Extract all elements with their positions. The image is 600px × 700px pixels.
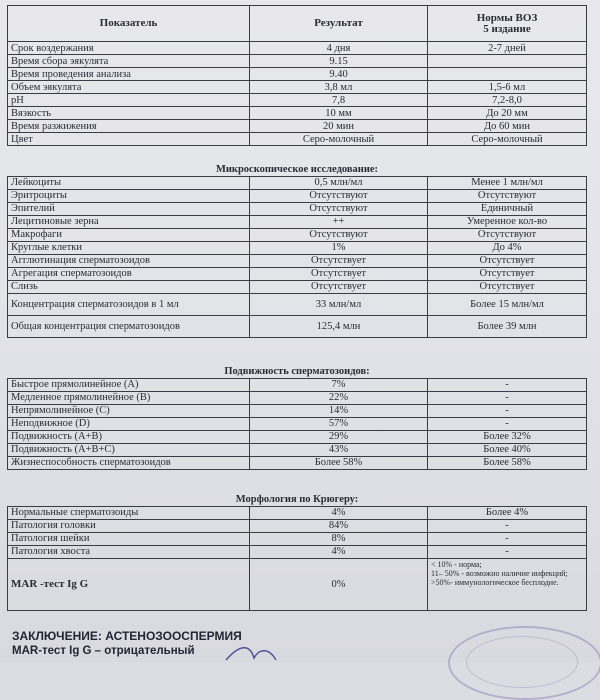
param-result: 7% <box>250 378 428 391</box>
param-norm: Менее 1 млн/мл <box>428 176 587 189</box>
conclusion-line-2: MAR-тест Ig G – отрицательный <box>12 645 195 657</box>
motility-section-title: Подвижность сперматозоидов: <box>8 362 587 378</box>
table-row <box>8 430 587 443</box>
table-row <box>8 443 587 456</box>
param-result: 14% <box>250 404 428 417</box>
table-row <box>8 315 587 337</box>
table-row <box>8 120 587 133</box>
conclusion-line-1: ЗАКЛЮЧЕНИЕ: АСТЕНОЗООСПЕРМИЯ <box>12 629 242 643</box>
param-norm: 2-7 дней <box>428 42 587 55</box>
param-norm: Единичный <box>428 202 587 215</box>
param-name: Концентрация сперматозоидов в 1 мл <box>8 293 250 315</box>
param-norm: До 20 мм <box>428 107 587 120</box>
param-norm: - <box>428 378 587 391</box>
param-result: Отсутствуют <box>250 189 428 202</box>
param-name: Лецитиновые зерна <box>8 215 250 228</box>
table-row <box>8 267 587 280</box>
param-name: Подвижность (A+B) <box>8 430 250 443</box>
param-norm: До 60 мин <box>428 120 587 133</box>
param-result: 9.15 <box>250 55 428 68</box>
param-result: 9.40 <box>250 68 428 81</box>
table-row <box>8 42 587 55</box>
param-norm: Более 40% <box>428 443 587 456</box>
param-norm: Более 4% <box>428 506 587 519</box>
param-result: Отсутствуют <box>250 228 428 241</box>
param-result: 4 дня <box>250 42 428 55</box>
param-norm: До 4% <box>428 241 587 254</box>
microscopy-table <box>7 160 587 338</box>
param-name: Медленное прямолинейное (B) <box>8 391 250 404</box>
param-norm <box>428 558 587 610</box>
table-row <box>8 215 587 228</box>
param-result: Отсутствуют <box>250 202 428 215</box>
param-name: Время проведения анализа <box>8 68 250 81</box>
table-row <box>8 254 587 267</box>
param-norm: Отсутствует <box>428 254 587 267</box>
basic-parameters-table <box>7 5 587 146</box>
param-result: 4% <box>250 545 428 558</box>
param-result: Более 58% <box>250 456 428 469</box>
param-norm <box>428 55 587 68</box>
param-result: 84% <box>250 519 428 532</box>
table-row <box>8 532 587 545</box>
param-name: Патология шейки <box>8 532 250 545</box>
table-row <box>8 558 587 610</box>
mar-note3: >50%- иммунологическое бесплодие. <box>431 577 559 587</box>
param-name: Макрофаги <box>8 228 250 241</box>
table-row <box>8 456 587 469</box>
table-row <box>8 545 587 558</box>
param-name: Цвет <box>8 133 250 146</box>
table-row <box>8 228 587 241</box>
param-name: Патология хвоста <box>8 545 250 558</box>
param-name: Непрямолинейное (C) <box>8 404 250 417</box>
param-name: Слизь <box>8 280 250 293</box>
param-norm: Отсутствуют <box>428 228 587 241</box>
header-indicator: Показатель <box>8 6 250 42</box>
param-result: ++ <box>250 215 428 228</box>
param-name: Объем эякулята <box>8 81 250 94</box>
table-row <box>8 107 587 120</box>
param-norm: Более 39 млн <box>428 315 587 337</box>
param-norm: Отсутствует <box>428 267 587 280</box>
param-norm: Умеренное кол-во <box>428 215 587 228</box>
param-norm: Более 58% <box>428 456 587 469</box>
param-norm: - <box>428 391 587 404</box>
param-name: Круглые клетки <box>8 241 250 254</box>
param-norm: 7,2-8,0 <box>428 94 587 107</box>
table-row <box>8 280 587 293</box>
table-row <box>8 68 587 81</box>
header-who-norms: Нормы ВОЗ 5 издание <box>428 6 587 42</box>
param-result: 8% <box>250 532 428 545</box>
param-norm: Отсутствует <box>428 280 587 293</box>
table-row <box>8 506 587 519</box>
param-name: pH <box>8 94 250 107</box>
param-name: Срок воздержания <box>8 42 250 55</box>
table-row <box>8 293 587 315</box>
stamp-inner-ring <box>466 636 578 688</box>
param-name: Вязкость <box>8 107 250 120</box>
table-row <box>8 391 587 404</box>
param-result: 0% <box>250 558 428 610</box>
param-name: Агглютинация сперматозоидов <box>8 254 250 267</box>
param-name: Неподвижное (D) <box>8 417 250 430</box>
param-name: Общая концентрация сперматозоидов <box>8 315 250 337</box>
param-result: 7,8 <box>250 94 428 107</box>
header-result: Результат <box>250 6 428 42</box>
param-result: Отсутствует <box>250 254 428 267</box>
param-result: 29% <box>250 430 428 443</box>
table-row <box>8 378 587 391</box>
table-row <box>8 519 587 532</box>
morphology-table <box>7 490 587 611</box>
param-name: Агрегация сперматозоидов <box>8 267 250 280</box>
param-name: Лейкоциты <box>8 176 250 189</box>
param-result: 4% <box>250 506 428 519</box>
table-row <box>8 133 587 146</box>
param-name: MAR -тест Ig G <box>8 558 250 610</box>
param-norm: Отсутствуют <box>428 189 587 202</box>
param-result: 22% <box>250 391 428 404</box>
table-row <box>8 176 587 189</box>
param-name: Патология головки <box>8 519 250 532</box>
param-result: 33 млн/мл <box>250 293 428 315</box>
param-name: Эритроциты <box>8 189 250 202</box>
param-name: Время сбора эякулята <box>8 55 250 68</box>
param-norm: Более 32% <box>428 430 587 443</box>
param-norm: Серо-молочный <box>428 133 587 146</box>
table-row <box>8 189 587 202</box>
param-result: 1% <box>250 241 428 254</box>
param-result: Отсутствует <box>250 267 428 280</box>
param-name: Жизнеспособность сперматозоидов <box>8 456 250 469</box>
table-row <box>8 417 587 430</box>
table-row <box>8 94 587 107</box>
signature-scribble <box>220 640 340 664</box>
param-norm: - <box>428 404 587 417</box>
param-result: 57% <box>250 417 428 430</box>
param-name: Быстрое прямолинейное (A) <box>8 378 250 391</box>
table-row <box>8 81 587 94</box>
param-result: 43% <box>250 443 428 456</box>
param-result: 3,8 мл <box>250 81 428 94</box>
param-norm: - <box>428 417 587 430</box>
param-result: Серо-молочный <box>250 133 428 146</box>
param-norm <box>428 68 587 81</box>
param-norm: - <box>428 545 587 558</box>
param-name: Подвижность (A+B+C) <box>8 443 250 456</box>
param-result: Отсутствует <box>250 280 428 293</box>
mar-note2: 11– 50% - возможно наличие инфекций; <box>431 568 568 578</box>
table-row <box>8 404 587 417</box>
param-norm: - <box>428 532 587 545</box>
param-result: 20 мин <box>250 120 428 133</box>
param-name: Время разжижения <box>8 120 250 133</box>
table-row <box>8 55 587 68</box>
morphology-section-title: Морфология по Крюгеру: <box>8 490 587 506</box>
table-header-row <box>8 6 587 42</box>
motility-table <box>7 362 587 470</box>
param-result: 0,5 млн/мл <box>250 176 428 189</box>
param-norm: - <box>428 519 587 532</box>
param-name: Нормальные сперматозоиды <box>8 506 250 519</box>
table-row <box>8 202 587 215</box>
param-result: 10 мм <box>250 107 428 120</box>
table-row <box>8 241 587 254</box>
param-result: 125,4 млн <box>250 315 428 337</box>
microscopy-section-title: Микроскопическое исследование: <box>8 160 587 176</box>
param-name: Эпителий <box>8 202 250 215</box>
mar-note1: < 10% - норма; <box>431 559 482 569</box>
param-norm: Более 15 млн/мл <box>428 293 587 315</box>
param-norm: 1,5-6 мл <box>428 81 587 94</box>
